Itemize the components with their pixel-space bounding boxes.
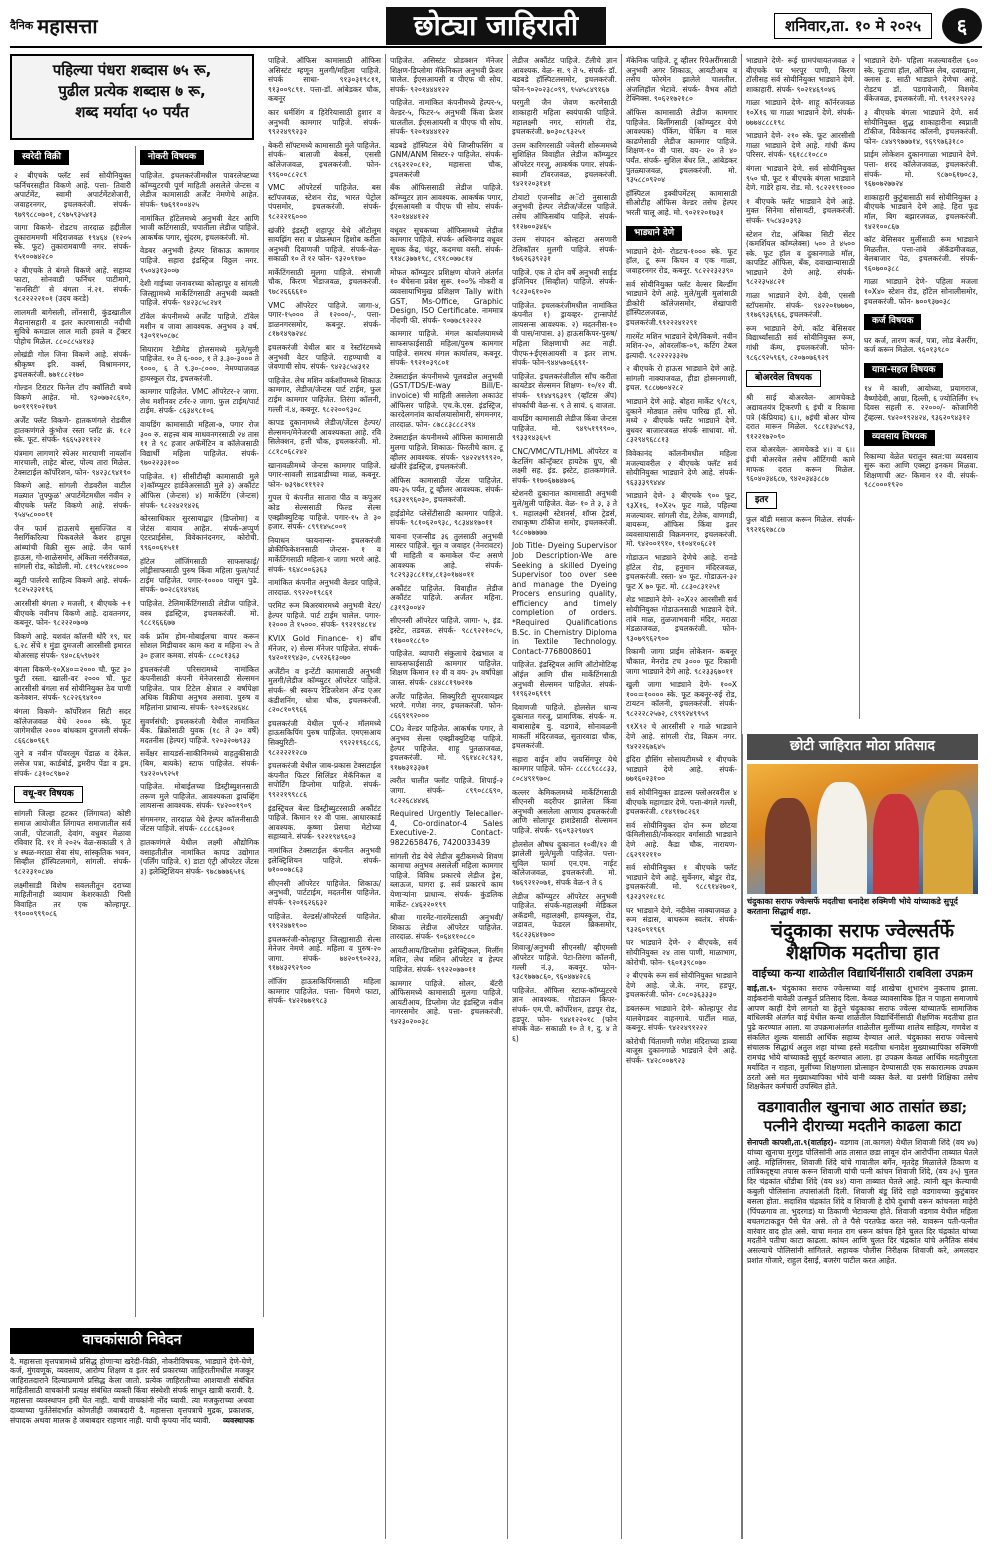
classified-ad: पाहिजे. एक ते दोन वर्षे अनुभवी साईड इंजिनियर (सिव्हील) पाहिजे. संपर्क- ९८२३०६१०२० — [512, 267, 617, 297]
category-label-itar: इतर — [746, 492, 777, 509]
ad-list — [14, 171, 131, 778]
classified-ad: CO₂ वेल्डर पाहिजेत. आकर्षक पगार, ते अनुभव सेल्स एक्झीक्युटिव्ह पाहिजे. हेल्पर पाहिजेत. शाहू पुतळाजवळ, इचलकरंजी. मो. ९६१४८२८९३१, ९१७७३१३३७१ — [390, 724, 503, 772]
classified-ad: अर्जेंटीन व इन्टेंटी कामासाठी अनुभवी मुलगी/लेडीज कॉम्प्युटर ऑपरेटर पाहिजे. संपर्क- श्री स्वरूप रेडिजरेशन ॲन्ड एअर कंडीशनिंग, धोत्रा चौक, इचलकरंजी. ८२०८१०९९६६ — [268, 666, 381, 715]
classified-ad: शेड भाड्याने देणे- २०X२२ आरसीसी सर्व सोयीनियुक्त गोडाऊनसाठी भाड्याने देणे. तांबे माळ, तुळजाभवानी मंदिर, मराठा मंडळाजवळ, इचलकरंजी. फोन- ९३०७९९६२९०० — [626, 595, 737, 643]
classified-ad: जैन फार्म हाऊसचे सुसज्जित व नैसर्गिकरित्या पिकवलेले केशर हापूस आंब्यांची विक्री सुरू आहे. जैन फार्म हाऊस, गो-शाळेसमोर, अंकिता नर्सरीजवळ, सांगली रोड, कोडोली. मो. ८१९८५१४८००० — [14, 523, 131, 572]
classified-ad: हाईडोमेट प्लेसेंटीसाठी कामगार पाहिजे. संपर्क- ९८१०६२०९३८, ९८३४४१७०११ — [390, 508, 503, 528]
news-headline-2: वडगावातील खुनाचा आठ तासांत छडा; पत्नीने दीराच्या मदतीने काढला काटा — [757, 1098, 968, 1136]
column-5 — [508, 54, 622, 1539]
classified-ad: बंगला विकणे-१०X४०=२००० चौ. फूट ३० फूटी रस्ता. खाली-वर २००० चौ. फूट आरसीसी बंगला सर्व सोयीनियुक्त ठेव पाणी कनेक्शन. संपर्क- ९८२२६९४१०० — [14, 664, 131, 703]
classified-ad: इंडस्ट्रियल बेल्ट डिस्ट्रीब्युटरसाठी अकौंटंट पाहिजे. किमान १२ वी पास. आधारकार्ड आवश्यक. कृष्णा प्रेसचा मेटोच्या सहाय्याने. संपर्क- ९२२१९४९६०३ — [268, 803, 381, 842]
ad-list — [390, 56, 503, 1027]
category-label: नोकरी विषयक — [140, 150, 204, 165]
classified-ad: घर भाड्याने देणे. नदीवेस नाक्याजवळ ३ रूम संडास, बाथरूम स्वतंत्र. संपर्क- ९३२६०९१९६९ — [626, 905, 737, 934]
feature-photo — [747, 764, 978, 894]
feature-subhead: वाईच्या कन्या शाळेतील विद्यार्थिनींसाठी राबविला उपक्रम — [752, 967, 973, 981]
rate-line-3: शब्द मर्यादा ५० पर्यंत — [75, 103, 189, 121]
classified-ad: वायडिंग कामासाठी लेडीज किंवा जेन्टस पाहिजेत. मो. ९४९५१९९९००, ९९३३१४३६५९ — [512, 414, 617, 443]
classified-ad: कार धर्मशिंग व हिरेरियासाठी हुशार व अनुभवी कामगार पाहिजे. संपर्क- ९९२२४९९२३२ — [268, 107, 381, 137]
classified-ad: वायडिंग कामासाठी महिला-७, पगार रोज ३०० रु. सहत्त्व बाब माधवनगरसाठी २४ तास ११ ते ९८ हजार अफॅर्मेटिन व कॉलेजसाठी विद्यार्थी महिला पाहिजेत. संपर्क- ९७०२२३३१०० — [140, 419, 259, 468]
classified-ad: २ बीएचके रो हाऊस भाड्याने देणे आहे. सांगली नाक्याजवळ, हीडा होस्मनगाशी, इचल. ९८८७७०४२८२ — [626, 364, 737, 393]
classified-ad: पाहिजेत. इचलकरंजीमधील नामांकित कंपनीत १) ड्रायव्हर- ट्रान्सपोर्ट लायसन्स आवश्यक. २) मदतनीस-१० वी पास/नापास. ३) हाऊसकिपर-पुरुष/महिला शिक्षणाची अट नाही. पीएफ+ईएसआयसी व इतर लाभ. संपर्क- फोन-९४४५७०६६९१- — [512, 300, 617, 368]
classified-ad: टॉवेल कंपनीमध्ये अर्जेंट पाहिजे. टॉवेल मशीन व जावा आवश्यक. अनुभव ३ वर्ष. ९३०९१५०८७८ — [140, 311, 259, 341]
classified-ad: भाड्याने देणे- रूई ग्रामपंचायतजवळ २ बीएचके घर भरपूर पाणी, किरण टॉलीसह सर्व सोयीनियुक्त भाड्याने देणे. शाकाहारी. संपर्क- ९०२१४६९०४६ — [746, 56, 855, 94]
classified-ad: २ बीएचके फ्लॅट सर्व सोयीनियुक्त फर्निचरसहीत विकणे आहे. पत्ता- तिवारी अपार्टमेंट, स्वामी अपार्टमेंटशेजारी, जवाहरनगर, इचलकरंजी. संपर्क- ९७९९८८०७०१, ८९७५९३५४१३ — [14, 171, 131, 219]
classified-ad: खुली जागा भाड्याने देणे- १००X १००=१०००० स्के. फूट कबनूर-रुई रोड, टायटन कॉलनी, इचलकरंजी. संपर्क- ९८२२२८२५७२, ८९९९२४९९५९ — [626, 680, 737, 718]
ad-list-a — [746, 56, 855, 362]
classified-ad: गाळा भाड्याने देणे- शाहू कॉर्नरजवळ १०X१६ चा गाळा भाड्याने देणे. संपर्क- ७७७४८८८१९८ — [746, 98, 855, 127]
classified-ad: सांगली रोड येथे लेडीज बुटीकमध्ये शिवण कामाचा अनुभव असलेली महिला कामगार पाहिजे. विविध प्रकारचे लेडीज ड्रेस, ब्लाऊज, घागरा इ. सर्व प्रकारचे काम येणाऱ्यांना प्राधान्य. संपर्क- कुंडलिक मार्केट- ८४६२२०१९९ — [390, 851, 503, 909]
classified-ad: इचलकरंजी येथील जाब-प्रकास टेक्सटाईल कंपनीत फिटर सिलिंडर मेकॅनिकल व सपोर्टिंग डिप्लोमा पाहिजे. संपर्क- ९९२२१९९८८६ — [268, 761, 381, 799]
classified-ad: २ बीएचके रूम सर्व सोयीनियुक्त भाड्याने देणे आहे. जे.के. नगर, हडपूर, इचलकरंजी. फोन- ८०८०३६३३३० — [626, 971, 737, 1000]
classified-ad: बेकरी सॉफ्टमध्ये कामासाठी मुले पाहिजेत. संपर्क- बालाजी बेकर्स, एससी कॉलेजजवळ, इचलकरंजी. फोन- ९९६००८८२८९ — [268, 140, 381, 179]
classified-ad: KVIX Gold Finance- १) ब्रॉंच मॅनेजर, २) सेल्स मॅनेजर पाहिजेत. संपर्क- ९४२०११९४३०, ८५१२६१३०७० — [268, 634, 381, 663]
classified-ad: भाड्याने देणे- २१० स्के. फूट आरसीसी गाळा भाड्याने देणे आहे. गांधी कॅम्प परिसर. संपर्क- ९६१८८१०८८० — [746, 131, 855, 160]
classified-ad: टेक्सटाईल कंपनीमध्ये पूलवडोल अनुभवी (GST/TDS/E-way Bill/E-invoice) ची माहिती असलेला अकाउंट ऑफिसर पाहिजे. एच.के.एस. इंडस्ट्रिज, कारदेलगनांव कार्यालयासोमारी, संगमनगर, तारदाळ. फोन- ८७८८३८८८२९४ — [390, 371, 503, 429]
classified-ad: पाहिजेत. व्यापारी संकुलाचे देखभाल व साफसफाईसाठी कामगार पाहिजेत. शिक्षण किमान १२ वी व वय- ३५ वर्षांपेक्षा जास्त. संपर्क- ८४४८८१९७२१७ — [390, 649, 503, 688]
classified-ad: इचलकरंजी-कोल्हापूर जिल्ह्यासाठी सेल्स मेनेजर नेमणे आहे. महिला व पुरुष-२० जागा. संपर्क- ७४२०९९०२२३, ९१७४३२९२९०० — [268, 934, 381, 973]
classified-ad: हॉटेल लॉजिंगसाठी साफसफाई/ लॉड्रीसाफसाठी पुरुष किंवा महिला फुल/पार्ट टाईम पाहिजेत. पगार-१०००० पासून पुढे. संपर्क- ७०२८६१४९४६ — [140, 556, 259, 595]
masthead-right — [682, 6, 982, 46]
classified-ad: वेडबर अनुभवी हेल्पर शिकाऊ कामगार पाहिजे. सहारा इंडस्ट्रिज विठ्ठल नगर. ९५०४३१३००७ — [140, 246, 259, 275]
classified-ad: मोफत कॉम्प्युटर प्रशिक्षण योजने अंतर्गत १० बॅचेसना प्रवेश सुरू. १००% नोकरी व व्यवसायाभिमुख प्रशिक्षण Tally with GST, Ms-Office, Graphic Design, ISO Certificate. नाममात्र नोंदणी फी. संपर्क- ९०७७८९२२२२ — [390, 267, 503, 325]
classified-ad: कॉट बेसिसवर मुलींसाठी रूम भाड्याने मिळतील. पत्ता-तांबे ॲकॅडमीजवळ, बेलबाजार पेठ, इचलकरंजी. संपर्क- ९६०७००३८८ — [864, 235, 978, 273]
classified-ad: उत्तम कारिगरसाठी ज्वेलरी शोरूममध्ये सुशिक्षित विवाहीत लेडीज कॉम्प्युटर ऑपरेटर गरजू, आकर्षक पगार. संपर्क- स्वामी टॉवरजवळ, इचलकरंजी. ९४२१२०३१४१ — [512, 140, 617, 189]
classified-ad: कोरोची चिंतामणी गणेश मंदिराच्या डाव्या बाजूस दुकानगाळे भाड्याने देणे आहे. संपर्क- ९४२८००७९२३ — [626, 1036, 737, 1065]
classified-ad: घर कर्ज, तारण कर्ज, पत्रा, लोड बेअरींग, कर्ज करून मिळेल. ९६०१३९८० — [864, 335, 978, 355]
classified-ad: विकणे आहे. यशवंत कॉलनी थोरै १९, घर ६.२८ सेंचे १ मुंडा दुमजली आरसीसी इमारत बोअरसह संपर्क- ९४०८६५९७२१ — [14, 631, 131, 660]
classified-ad: संगमनगर, तारदाळ येथे हेल्पर कॉलनीसाठी जेंटस पाहिजे. संपर्क- ८८८८६३००१ — [140, 814, 259, 834]
classified-ad: श्री साई बोअरवेल- आमचेकडे अद्यावतयंत्र ट्रिकरणी ६ इंची व रिकामा पत्रे (कॅप्रियाद) ६।।, ७इंची बोअर योग्य दरात मारून मिळेल. ९८८१३४५८९३, ९१२२१७२०९० — [746, 393, 855, 441]
notice-body — [10, 1354, 254, 1426]
classified-ad: कामगार पाहिजे. मंगल कार्यालयामध्ये साफसफाईसाठी महिला/पुरुष कामगार पाहिजे. समरथ मंगल कार्यालय, कबनूर. संपर्क- ९९२१०३९८०१ — [390, 329, 503, 368]
category-label-borewell: बोअरवेल विषयक — [746, 370, 821, 387]
classified-ad: खानावळीमध्ये जेन्टस कामगार पाहिजे. पगार-सावली साडवाडीच्या माळ, कबनूर. फोन- ७३९७८११९२२ — [268, 460, 381, 489]
classified-ad: सियाराम रेडीमेड होलसमध्ये मुले/मुली पाहिजेत. १० ते ६-०००, १ ते ३.३०-३००० ते ९०००, ६ ते ९.३०-८०००. नेमण्याजवळ हायस्कूल रोड, इचलकरंजी. — [140, 344, 259, 383]
classified-ad: ब्युटी पार्लरचे साहित्य विकणे आहे. संपर्क- ९८२५२३२१९६ — [14, 575, 131, 595]
ad-list — [512, 56, 617, 1043]
notice-title: वाचकांसाठी निवेदन — [10, 1328, 254, 1354]
classified-ad: नियाधन फायनान्स- इचलकरंजी ब्रोकीफिकेशनसाठी जेन्टस- १ व मार्केटिंगसाठी महिला-१ जागा भरणे आहे. संपर्क- ९६४८००६३६३ — [268, 535, 381, 574]
classified-ad: अर्जेंट फ्लॅट विकणे- हातकणंगले रोडवील हातकणंगले कुंभोज रस्ता प्लॉट क्रं. १८२ स्के. फूट. संपर्क- ९६६५३२११२२ — [14, 415, 131, 445]
classified-ad: पाहिजेत. इंडस्ट्रियल आणि ऑटोमोटिव्ह ऑईल आणि ग्रीस मार्केटिंगसाठी अनुभवी सेल्समन पाहिजेत. संपर्क- ९१९६२०६९९९ — [512, 660, 617, 699]
classified-ad: लोखंडी गोल जिना विकणे आहे. संपर्क-श्रीकृष्ण इरि. वर्क्स, विश्रामनगर, इचलकरंजी. ७७१८८२१७० — [14, 350, 131, 379]
category-label-vadhu-var: वधू-वर विषयक — [14, 786, 83, 803]
classified-ad: नामांकित टेक्सटाईल कंपनीत अनुभवी इलेक्ट्रिशियन पाहिजे. संपर्क- ७१०००७८६३ — [268, 845, 381, 875]
classified-ad: ३ बीएचके बंगला भाड्याने देणे. सर्व सोयीनियुक्त शुद्ध शाकाहारीना स्वप्नाती टॉकीज, विवेकानंद कॉलनी, इचलकरंजी. फोन- ८४४९९७७७१४, ९६९९७६३१८० — [864, 107, 978, 146]
masthead — [10, 6, 982, 48]
classified-ad: होलसेल औषध दुकानात १०वी/१२ वी झालेली मुले/मुली पाहिजेत. पत्ता-सुविल फार्मा एन.एम. नाईट कॉलेजजवळ, इचलकरंजी. मो. ९७६९२१२०७१, संपर्क वेळ-९ ते ६ — [512, 839, 617, 887]
classified-ad: भाड्याने देणे- पहिला मजल्यावरील ६०० स्के. फूटाचा हॉल, ऑफिस लेब, दवाखाना, क्लास इ. साठी भाड्याने देणेचा आहे. रोडटच डॉ. पडगावेजारी, विशमेव बँकेजवळ, इचलकरंजी. मो. ९९२१२९२२३ — [864, 56, 978, 104]
category-label-business: व्यवसाय विषयक — [864, 430, 935, 445]
classified-ad: घरगुती जैन जेवण करणेसाठी शाकाहारी महिला स्वयंपाकी पाहिजे. महालक्ष्मी नगर, सांगली रोड, इचलकरंजी. ७०३०८९३२५१ — [512, 98, 617, 137]
classified-ad: लालमती बागेसली, लोंनसारी, कुंडखातील मैदानासहारी व इतर कारणासाठी नदीची सुविधे कमडाल लाल माती हवले व ट्रॅक्टर पोहोच मिळेल. ८८०८८५४१४३ — [14, 307, 131, 346]
classified-ad: गाळा भाड्याने देणे. देवी, एससी स्टॉपसमोर. संपर्क- ९४२२०१७७७०, ९१७६९३६९६६, इचलकरंजी. — [746, 291, 855, 320]
classified-ad: जागा विकणे- रोडटच तारदाळ हद्दीतील तुकाराममणी मंदिराजवळ १९४६४ (१२०५ स्के. फूट) तुकारामवाणी नगर. संपर्क- ९५१००७४२८० — [14, 223, 131, 261]
classified-ad: ऑफिस कामासाठी जेंटस पाहिजेत. वय-३५ पर्यंत, टू व्हीलर आवश्यक. संपर्क- ९६३२१९६०३०, इचलकरंजी. — [390, 475, 503, 504]
classified-ad: पाहिजेत. १) सीसीटीव्ही कामासाठी मुले २)कॉम्प्युटर हार्डवेअरसाठी मुले ३) अकौंटंट ऑफिस (जेन्टस) ४) मार्केटिंग (जेन्टस) संपर्क- ९८२२४२१४२६ — [140, 471, 259, 510]
classified-ad: पाहिजेत. ऑफिस स्टाफ-कॉम्प्युटरचे ज्ञान आवश्यक. गोडाऊन किपर- संपर्क- एम.पी. कॉर्पोरेशन, हडपूर रोड, हडपूर. फोन- ९४४१२२०१८ (फोन संपर्क वेळ- सकाळी १० ते १, दु. ४ ते ६) — [512, 985, 617, 1043]
classified-ad: १ बीएचके फ्लॅट भाड्याने देणे आहे. मुक्त सिनेमा सोसायटी, इचलकरंजी. संपर्क- ९५८४३०३९३ — [746, 196, 855, 225]
classified-ad: VMC ऑपरेटर पाहिजे. जागा-४, पगार-१५००० ते १२०००/-, पत्ता- डाळनगरसमोर, कबनूर. संपर्क- ८१७१४९७२४८ — [268, 300, 381, 339]
feature-dateline: वाई,ता.९- — [747, 983, 777, 993]
category-label-bhade: भाड्याने देणे — [626, 226, 682, 241]
classified-ad: लक्ष्मीसाडी विशेष सवलतीतून दराच्या माहितीनाही व्यायाम केशरकाठी पिसी विवाहित तर एक कोल्हापूर. ९९०००९९९०८६ — [14, 880, 131, 919]
classified-ad: हातकणंगले येथील लक्ष्मी औद्योगिक वसाहतीतील नामांकित कापड उद्योगात (पर्लिंग पाहिजे. १) डाटा एंट्री ऑपरेटर जेंटस ३) इलेक्ट्रिशियन संपर्क- ९७८७७७६५१६ — [140, 838, 259, 876]
classified-ad: मार्केटिंगसाठी मुलगा पाहिजे. संभाजी चौक, किरण भेंडाजवळ, इचलकरंजी. ९७८२६६६६१० — [268, 267, 381, 297]
classified-ad: फुल बॉडी मसाज करून मिळेल. संपर्क- ९९२१६१७८८७ — [746, 515, 855, 534]
column-4 — [386, 54, 508, 1539]
classified-ad: भाड्याने देणे आहे. बोहरा मार्केट ९/१८९, दुकाने मोठ्यात तसेच पारिख हॉ. सो. मध्ये २ बीएचके फ्लॅट भाड्याने देणे. बुधवर बाजारजवळ संपर्क साधावा. मो. ८३२९४९६८८१३ — [626, 397, 737, 445]
classified-ad: आयटीआय/डिप्लोमा इलेक्ट्रिकल, मिलींग मशिन, लेथ मशिन ऑपरेटर व हेल्पर पाहिजेत. संपर्क- ९९२२०७७०११ — [390, 945, 503, 975]
classified-ad: Job Title- Dyeing Supervisor Job Description-We are Seeking a skilled Dyeing Supervisor too over see and manage the Dyeing Procers ensuring quality, efficiency and timely completion of orders. *Required Qualifications B.Sc. in Chemistry Diploma in Textile Technology. Contact-7768008601 — [512, 541, 617, 656]
classified-ad: डबलरूम भाड्याने देणे- कोल्हापूर रोड यालवेगडवर वाहनगावे. पार्टील माळ, कबनूर. संपर्क- ९४२२४९१२२२ — [626, 1003, 737, 1033]
classified-ad: विकणे आहे. सांगली रोडवरील वाटील मळ्यात 'तुफ्फुळ' अपार्टमेंटमधील नवीन २ बीएचके फ्लॅट विकणे आहे. संपर्क- ९५४५८०००९१ — [14, 481, 131, 520]
classified-ad: अर्जेंट पाहिजेत. सिक्युरिटी सुपरवायझर भरणे. गणेश नगर, इचलकरंजी. फोन- ८६६९१९२००० — [390, 691, 503, 720]
classified-ad: स्टेशनरी दुकानात कामासाठी अनुभवी मुले/मुली पाहिजेत. वेळ- १० ते ३, ३ ते ९. महालक्ष्मी स्टेशनर्स, शॉप्स ट्रेडर्स, राधाकृष्ण टॉकीज समोर, इचलकरंजी. ९८८०७७७७७ — [512, 489, 617, 537]
classified-ad: विवेकानंद कॉलनीमधील महिला मजल्यावरील २ बीएचके फ्लॅट सर्व सोयीनियुक्त भाड्याने देणे आहे. संपर्क- ९६३३३९९४४४ — [626, 449, 737, 487]
classified-ad: २ बीएचके ते बंगले विकणे आहे. सहाय्य फाटा, सोनवाडी फर्निचर पाटीमागे, 'सनसिटी' से बंगला नं.२१. संपर्क- ९८२२२२२१०१ (उदय करडे) — [14, 265, 131, 304]
classified-ad: सुवर्णसंधी: इचलकरंजी येथील नामांकित बँक. ब्रिक्रोसाठी युवक (१८ ते ३० वर्षे) मदतनीस (हेल्पर) पाहिजे. ९२०३२०७९३३ — [140, 716, 259, 745]
classified-ad: गाळा भाड्याने देणे- पहिला मजला १०X४० स्टेशन रोड, हॉटेल सोनालीसमोर, इचलकरंजी. फोन- ७००९३७०३८ — [864, 277, 978, 306]
feature-article — [742, 734, 982, 1539]
classified-ad: पाहिजे. ऑफिस कामासाठी ऑफिस असिस्टंट म्हणून मुलगी/महिला पाहिजे. संपर्क साधा- ९१३०३१९८११, ९१३००९८९१. पत्ता-डॉ. आंबेडकर चौक, कबनूर — [268, 56, 381, 104]
classified-ad: जुने व नवीन पॉवरलूम पेंडाळ व देकेल. लसेज पत्रा, कार्डबोर्ड, ड्रमरीप पेंडा व ड्रम. संपर्क- ८३१०८९७०२ — [14, 749, 131, 778]
classified-ad: पाहिजेत. इचलकरंजीतील साँच करीता कायटेडर सेल्समन शिक्षण- १०/१२ वी. संपर्क- ९१४४९६३१९ (व्हॉटस ॲप) संपर्काची वेळ-स. ९ ते सायं. ६ वाजता. — [512, 371, 617, 410]
classified-ad: पाहिजेत. असिस्टंट प्रोडक्शन मॅनेजर शिक्षण-डिप्लोमा मॅकेनिकल अनुभवी फ्रेशर चालेल. ईएसआयसी व पीएफ ची सोय. संपर्क- ९२०१४४४१२२ — [390, 56, 503, 94]
classified-ad: ९१X९२ चे आरसीसी २ गाळे भाड्याने देणे आहे. सांगली रोड, विक्रम नगर. ९४२२२६७६४५ — [626, 722, 737, 751]
classified-ad: परमिट रूम बिअरबारमध्ये अनुभवी वेटर/हेल्पर पाहिजे. पार्ट टाईम चालेल. पगार- १२००० ते १५०००. संपर्क- ९९२१९४८१४ — [268, 601, 381, 630]
classified-ad: पाहिजेत. वेल्डर्स/ऑपरेटर्स पाहिजेत. ९१९२४७१९०० — [268, 911, 381, 931]
category-label-loan: कर्ज विषयक — [864, 314, 921, 329]
daily-label: दैनिक — [10, 19, 34, 33]
classified-ad: कोरसाधिकार सुरसायाद्वार (डिप्लोमा) व जेटंस वायाव आहेत. संपर्क-अप्पुर्ण एंटरप्राईसेस, विवेकानंदनगर, कोरोची. ९९६००६१५११ — [140, 514, 259, 553]
classified-ad: गोल्डन टिराटर फिनेल टॉप क्वॉलिटी बच्चे विकणे आहेत. मो. ९३०७७२८६१०, ७०११९१०२१७९ — [14, 383, 131, 412]
classified-ad: बडबडे हॉस्पिटल येथे जिप्सीफसिंग व GNM/ANM सिस्टर-२ पाहिजेत. संपर्क- ८९६२१२०८१२, महासत्ता चौक, इचलकरंजी — [390, 140, 503, 179]
classified-ad: ऑफिस कामासाठी लेडीज कामगार पाहिजेत. बिलींगसाठी (कॉम्प्युटर येणे आवश्यक) पॅकिंग, चेकिंग व माल काढणेसाठी लेडीज कामगार पाहिजे. शिक्षण-१० वी पास. वय- २० ते ४० पर्यंत. संपर्क- सुशिल बेंधर लि., आंबेडकर पुतळ्याजवळ, इचलकरंजी. मो. ९३५८८०९२०४ — [626, 107, 737, 185]
classified-ad: प्राईम लोकेशन दुकानगाळा भाड्याने देणे. पत्ता- शरद कॉलेजजवळ, इचलकरंजी. संपर्क- मो. ९८७०६१७०८३, ९६७०७२७७२४ — [864, 150, 978, 189]
classified-ad: मॅकेनिक पाहिजे. टू व्हीलर रिपेअरींगसाठी अनुभवी अगर शिकाऊ, आयटीआय व तसेच फोरमेन झालेले चालतील. अंजलिहॉल भेटावे. संपर्क- वैभव ऑटो टेक्निक्स. ९०६२१७२१८० — [626, 56, 737, 104]
classified-ad: भाड्याने देणे- रोडटच-१००० स्के. फूट हॉल, टू रूम किचन व एक गाळा, जवाहरनगर रोड, कबनूर. ९८२२२३२३९० — [626, 246, 737, 275]
classified-ad: गुपल पे कंपनीत सातारा पीठ व कपुअर कोड सेल्ससाठी फिल्ड सेल्स एक्झीक्युटिव्ह पाहिजे. पगार-१५ ते ३० हजार. संपर्क- ८९९१४५८००१ — [268, 493, 381, 532]
ad-list-vadhu-var — [14, 809, 131, 919]
column-3 — [264, 54, 386, 1539]
classified-ad: अकौंटंट पाहिजेत. विवाहीत लेडीज अकौंटंट पाहिजे. अर्जंतर महिना. ८३१९३००४२ — [390, 583, 503, 612]
classified-ad: दिवाणजी पाहिजे. होलसेल धान्य दुकानात गरजू, प्रामाणिक. संपर्क- म. बाबासाहेब यु. वडगावे, सोनावळनी माकर्ती मंदिरजवळ, सुतारवाडा चौक, इचलकरंजी. — [512, 702, 617, 751]
classified-ad: गोडाऊन भाड्याने देणेचे आहे. रानडे हॉटेल रोड, हनुमान मंदिरजवळ, इचलकरंजी. रस्ता- ४० फूट. गोडाऊन-३२ फूट X ७० फूट. मो. ८८३०८३१२५१ — [626, 552, 737, 591]
classified-ad: वर्क फ्रॉम होम-मोबाईलचा वापर करून सोशल मिडीयावर काम करा व महिना २५ ते ३० हजार कमवा. संपर्क- ८८०८१३६३ — [140, 631, 259, 660]
classified-ad: देशी गाईच्या जनावरच्या कोल्हापूर व सांगली जिल्ह्यामध्ये मार्केटिंगसाठी अनुभवी व्यक्ती पाहिजे. संपर्क- ९४२३८५८२४१ — [140, 279, 259, 308]
feature-body-text: चंदुकाका सराफ ज्वेल्सच्या वाई शाखेचा शुभारंभ नुकताच झाला. वाईकरांनी यावेळी उत्स्फूर्त प्रतिसाद दिला. केवळ व्यावसायिक हित न पाहता समाजाचे आपण काही देणे लागतो या हेतूने चंदुकाका सराफ ज्वेल्स यांच्यातर्फे सामाजिक बांधिलकी अंतर्गत वाई येथील कन्या शाळेतील विद्यार्थिनींसाठी शैक्षणिक मदतीचा हात पुढे करण्यात आला. या उपक्रमाअंतर्गत शाळेतील मुलींच्या शालेय साहित्य, गणवेश व संकलित शुल्क यासाठी आर्थिक सहाय्य देण्यात आले. चंदुकाका सराफ ज्वेल्सचे संचालक सिद्धार्थ अतुल शहा यांच्या हस्ते मदतीचा धनादेश मुख्याध्यापिका रुक्मिणी रामचंद्र भोये यांच्याकडे सुपूर्द करण्यात आला. हा उपक्रम केवळ आर्थिक मदतीपुरता मर्यादित न राहता, मुलींच्या शिक्षणाला प्रोत्साहन देण्यासाठी एक सकारात्मक उपक्रम ठरतो असे मत मुख्याध्यापिका भोये यांनी व्यक्त केले. या प्रसंगी शिक्षिका तसेच शिक्षकेतर कर्मचारी उपस्थित होते. — [747, 983, 978, 1092]
classified-ad: नामांकित कंपनीत अनुभवी वेल्डर पाहिजे. तारदाळ. ९९२२०१९८६१ — [268, 578, 381, 597]
reader-notice — [10, 1328, 254, 1426]
classified-ad: आरसीसी बंगला २ मजली, १ बीएचके +१ बीएचके नवीनच विकणे आहे. दावतनगर, कबनूर. फोन- ९८२२२०७०७ — [14, 599, 131, 628]
classified-ad: सर्व सोयीनियुक्त १ बीएचके फ्लॅट भाड्याने देणे आहे. सुर्वेनगर, बोडुर रोड, इचलकरंजी. मो. ९८८९१४२७०१, ९३२३९२१८१८ — [626, 863, 737, 901]
classified-ad: रिकामी जागा प्राईम लोकेशन- कबनूर चौकात, मेनरोड टच ३००० फूट रिकामी जागा भाड्याने देणे आहे. ९८२३३६७०११ — [626, 647, 737, 676]
classified-ad: रिकाम्या वेळेत घरातून स्वत:चा व्यवसाय सुरू करा आणि एक्स्ट्रा इनकम मिळवा. शिक्षणाची अट- किमान १२ वी. संपर्क- ९८८०००१९२० — [864, 451, 978, 490]
classified-ad: शाकाहारी कुटुंबासाठी सर्व सोयीनियुक्त ३ बीएचके भाड्याने देणे आहे. हिरा फूड मॉल, बिग बझारजवळ, इचलकरंजी. ९४२१००८६७ — [864, 192, 978, 231]
ad-list-c — [746, 515, 855, 534]
classified-ad: शिवाजू/अनुभवी सीएनसी/ व्हीएमसी ऑपरेटर पाहिजे. पेटा-तिरंगा कॉलनी, गल्ली नं.३, कबनूर. फोन- ९३८१७७७८६०, ९६०४७४२८६ — [512, 943, 617, 982]
classified-ad: सांगली जिल्हा हटकर (लिंगायत) कोष्टी समाज आयोजीत लिंगायत समाजातील सर्व जाती, पोटजाती, देवांग, वधुवर मेळावा रविवार दि. ११ मे २०२५ वेळ-सकाळी ९ ते ४ स्थळ-मराठा सेवा संघ, सांस्कृतिक भवन, सिव्हील हॉस्पिटलमागे, सांगली. संपर्क- ९८२२३१०८४७ — [14, 809, 131, 876]
classified-ad: सीएनसी ऑपरेटर पाहिजेत. शिकाऊ/अनुभवी, पार्टटाईम, मदतनीस पाहिजेत. संपर्क- ९२०१६२६६३२ — [268, 878, 381, 907]
ad-list — [864, 56, 978, 306]
classified-ad: उत्तम संपादन कोल्हटा असणारी टेलिकॉलर मुलगी पाहिजे. संपर्क- ९७६२६३९२३१ — [512, 235, 617, 264]
classified-ad: लेडीज अकौंटंट पाहिजे. टॅलीचे ज्ञान आवश्यक. वेळ- स. ९ ते ५. संपर्क- डॉ. बडबडे हॉस्पिटलसमोर, इचलकरंजी. फोन-९०२०२३८०९९, ९५४५८४९१६७ — [512, 56, 617, 94]
ad-list-travel — [864, 384, 978, 422]
column-2 — [136, 146, 264, 1317]
classified-ad: स्टेशन रोड, अंबिका सिटी सेंटर (कमर्शियल कॉम्प्लेक्स) ५०० ते ४५०० स्के. फूट हॉल व दुकानगाळे मॉल, कापडिट ऑफिस, बँक, दवाखान्यासाठी भाड्याने देणे आहे. संपर्क- ९८२२३५४८२१ — [746, 229, 855, 287]
masthead-left — [10, 6, 310, 46]
classified-ad: Required Urgently Telecaller- 4, Co-ordinator-4 Sales Executive-2. Contact-9822658476, 7420033439 — [390, 809, 503, 847]
classified-ad: त्वरीत चालीत फ्लॉट पाहिजे. शिपाई-२ जागा. संपर्क- ८९९०८८६९०, ९८२२६८४४४६ — [390, 776, 503, 805]
classified-ad: बंगला भाड्याने देणे. सर्व सोयीनियुक्त ९५० चौ. फूट १ बीएचके बंगला भाड्याने देणे. गाडेरे हाय. रोड. मो. ९८२२१९१००० — [746, 163, 855, 193]
classified-ad: १४ मे काशी, आयोध्या, प्रयागराज, वैष्णोदेवी, आग्रा, दिल्ली, ६ ज्योतिर्लिंग १५ दिवस सहली रु. २२०००/- कोजागिरी ट्रॅव्हल्स. ९४२०१९२४२४, ९३६२०९४३१२ — [864, 383, 978, 422]
ad-list-business — [864, 452, 978, 490]
classified-ad: पाहिजेत. नामांकित कंपनीमध्ये हेल्पर-५, वेल्डर-५, फिटर-५ अनुभवी किंवा फ्रेशर चालतील. ईएसआयसी व पीएफ ची सोय. संपर्क- ९२०१४४४१२२ — [390, 98, 503, 137]
ad-list-b — [626, 247, 737, 1066]
news-dateline-2: सेनापती कापशी,ता.९(वार्ताहर)- — [747, 1137, 837, 1147]
classified-ad: कापड दुकानामध्ये लेडीज/जेंटस हेल्पर/सेल्समन/मेनेजरची आवश्यकता आहे. रवि सिलेक्शन, हत्ती चौक, इचलकरंजी. मो. ८८१८०६८२४२ — [268, 418, 381, 456]
section-title: छोट्या जाहिराती — [386, 7, 606, 45]
column-1 — [10, 146, 136, 1317]
classified-ad: पाहिजेत. इचलकरंजीमधील पावरलेफ्टच्या कॉम्प्युटरची पूर्ण माहिती असलेले जेन्टस व लेडीज कामासाठी अर्जेंट नेमणेचे आहेत. संपर्क- ९७६९१००४२५ — [140, 171, 259, 210]
classified-ad: सहारा वाईन शॉप जयसिंगपूर येथे कामगार पाहिजे. फोन- ८८८८९८८८३३, ८०८४९१९७०८ — [512, 754, 617, 783]
classified-ad: हॉस्पिटल इक्वीपमेंटस् कामासाठी सीओटीह ऑफिस वेल्डर तसेच हेल्पर भरती चालू आहे. मो. ९०२१२०१७३१ — [626, 188, 737, 217]
column-6 — [622, 54, 742, 1539]
ad-list — [140, 171, 259, 876]
classified-ad: नामांकित हॉटेलमध्ये अनुभवी वेटर आणि भाजी कटिंगसाठी, चपातीला लेडीज पाहिजे. आकर्षक पगार, सुंदरम, इचलकरंजी. मो. — [140, 213, 259, 242]
rate-line-1: पहिल्या पंधरा शब्दास ७५ रू, — [52, 61, 212, 79]
notice-text: दै. महासत्ता वृत्तपत्रामध्ये प्रसिद्ध होणाऱ्या खरेदी-विक्री, नोकरीविषयक, भाड्याने देणे-घेणे, कर्ज, मुंगवणूक, व्यवसाय, आरोग्य शिक्षण व इतर सर्व प्रकारच्या जाहिरातीमधील मजकूर जाहिरातदाराने दिल्याप्रमाणे प्रसिद्ध केला जातो. प्रत्येक जाहिरातीच्या आशयाशी संबंधित माहितीसाठी वाचकांनी प्रत्यक्ष संबंधित व्यक्ती किंवा संस्थेशी संपर्क साधून खात्री करावी. दै. महासत्ता व्यवस्थापन हमी घेत नाही. याची वाचकांनी नोंद घ्यावी. त्या मजकुराच्या अथवा दाव्याच्या पुर्ततेसंदर्भात कोणतीही जबाबदारी दै. महासत्ता वृत्तपत्राचे मुद्रक, प्रकाशक, संपादक अथवा मालक हे जबाबदार राहणार नाही. याची कृपया नोंद घ्यावी. — [10, 1356, 254, 1425]
classified-ad: पाहिजेत. मोबाईलच्या डिस्ट्रीब्युशनसाठी तरूण मुले पाहिजेत. आवश्यकता ड्रायव्हिंग लायसन्स आवश्यक. संपर्क- ९४२००१९०९ — [140, 782, 259, 811]
classified-ad: कामगार पाहिजे. सोलर, बॅटरी ऑफिसमध्ये कामासाठी मुलगा पाहिजे. आयटीआय, डिप्लोमा जेट इंडस्ट्रिज नवीन नागरसमोर आहे. पत्ता- इचलकरंजी. ९४२३०२००३८ — [390, 978, 503, 1027]
classified-ad: चावना एजन्सीड ३६ तुलसाठी अनुभवी मास्टर पाहिजे. सूत व जवाहर (नेनरावटर) ची माहिती व कमाकेल पॅन्ट असणे आवश्यक आहे. संपर्क- ९८२९३३८८११४,८१३०१७४०११ — [390, 531, 503, 580]
classified-ad: कल्लर केमिकलमध्ये मार्केटिंगसाठी सीएनसी वदरीपर झालेला किंवा अनुभवी असलेला आणाय इचलकरंजी आणि सोलापूर हाशडेसाठी सेल्समन पाहिजे. संपर्क- ९६०९३२९७४९ — [512, 787, 617, 835]
feature-banner: छोटी जाहिरात मोठा प्रतिसाद — [747, 734, 978, 760]
photo-caption: चंदुकाका सराफ ज्वेल्सर्फे मदतीचा धनादेश रुक्मिणी भोये यांच्याकडे सुपूर्द करताना सिद्धार्थ शहा. — [747, 896, 958, 916]
ad-list-b — [746, 393, 855, 483]
news-body-2-text: वडगाव (ता.कागल) येथील शिवाजी शिंदे (वय ४७) यांच्या खुनाचा मुरगुड पोलिसांनी आठ तासात छडा लावून दोन आरोपींना ताब्यात घेतले आहे. महिलिंगसर, शिवाजी शिंदे यांचे गावातील बर्गेन, मृतदेह मिळालेले ठिकाण व तांत्रिकदृष्ट्या तपास करून शिवाजी यांची पत्नी कांचन शिवाजी शिंदे, (वय ३५) चुलत दिर चंद्रकांत धोंडीबा शिंदे (वय ४४) याना ताब्यात घेतले आहे. त्यांनी खून केल्याची कबुली पोलिसांना तपासांअंती दिली. शिवाजी बंडू शिंदे राहो वडगावच्या कुटुंबावर बसला होता. सदाशिव चंद्रकांत शिंदे व शिवाजी हे दोघे दुधाची वरून कांचनला माहेरी (पिंपळगाव ता. भुदरगड) या ठिकाणी भेटावल्या होते. शिवाजी वडगाव येथील महिला बचतगटाकडून पैसे घेत असे. तो ते पैसे परतफेड करत नसे. यावरून पती-पत्नीत वारंवार वाद होत असे. याचा मनात राग धरून कांचन हिने चुलत दिर चंद्रकांत यांच्या मदतीने पतीचा काटा काढला. कांचन आणि चुलत दिर चंद्रकांत यांचे अनैतिक संबंध असल्याचे पोलिसांनी सांगितले. सहायक पोलीस निरीक्षक शिवाजी करे, अमलदार प्रशांत गोजारे, राहुल देसाई, बजरंग पाटील करत आहेत. — [747, 1137, 978, 1266]
classified-ad: पाहिजेत. लेथ मशिन वर्कशॉपमध्ये शिकाऊ कामगार, लेडीज/जेन्टस पार्ट टाईम, फुल टाईम कामगार पाहिजेत. तिरंगा कॉलनी, गल्ली नं.४, कबनूर. ९८२२००९३०८ — [268, 375, 381, 414]
classified-ad: गारमेंट मशिन भाड्याने देणे/विकणे. नवीन मशिन-२०, ओवरलॉक-०९, कटिंग टेबल इत्यादी. ९८२२२२३३२७ — [626, 331, 737, 360]
classified-ad: घर भाड्याने देणे- २ बीएचके, सर्व सोयीनियुक्त २४ तास पाणी, माळाभाग, कोरोची. फोन- ९६०१३९८०७० — [626, 938, 737, 967]
notice-signoff: व्यवस्थापक — [223, 1415, 254, 1425]
classified-ad: सर्व सोयीनियुक्त डाडल्स फ्लोअरवरील ४ बीएचके महागडार देणे. पत्ता-बंगले गल्ली, इचलकरंजी. ८१४९१७८२६१ — [626, 788, 737, 817]
category-label: स्वरेदी विक्री — [14, 150, 69, 165]
category-label-travel: यात्रा-सहल विषयक — [864, 363, 943, 378]
masthead-center — [310, 6, 682, 46]
classified-ad: टेक्सटाईल कंपनीमध्ये ऑफिस कामासाठी मुलगा पाहिजे. शिकाऊ- फिरतीचे काम. टू व्हीलर आवश्यक. संपर्क- ९४२२४९९९२०, खंजीरे इंडस्ट्रिज, इचलकरंजी. — [390, 433, 503, 472]
classified-ad: लेडीज कॉम्प्युटर ऑपरेटर अनुभवी पाहिजेत. संपर्क-महालक्ष्मी मेडिकल अकॅडमी, महालक्ष्मी, हायस्कूल, रोड, जडावत, फेडरल ब्रिकसमोर, ९६८२३६४१७०० — [512, 891, 617, 939]
rate-line-2: पुढील प्रत्येक शब्दास ७ रू, — [58, 82, 206, 100]
classified-ad: राज बोअरवेल- आमचेकडे ४।। व ६।। इंची बोअरवेल तसेच ऑटिंगची कामे माफक दरात करून मिळेल. ९६०४०३४६८७, ९४२०३४३८८७ — [746, 445, 855, 484]
classified-ad: यंत्रमाग लागणारे स्पेअर मारचाणी नायलॉन मारचाली, ताहेट बोल्ट, पोल्व तारा मिळेल. टेक्सटाईल कॉर्पोरेशन, फोन- ९४२३८९४१९० — [14, 448, 131, 477]
column-8 — [860, 54, 982, 719]
ad-list-a — [626, 56, 737, 218]
feature-headline: चंदुकाका सराफ ज्वेल्सर्तर्फे शैक्षणिक मदतीचा हात — [770, 919, 955, 965]
classified-ad: इंदिरा हौसिंग सोसायटीमध्ये १ बीएचके भाड्याने देणे आहे. संपर्क- ७७१६०२३१०० — [626, 755, 737, 784]
classified-ad: खंजीरे इंडस्ट्री शहापूर येथे ऑटोलूम सायझिंग सरा व प्रोफ्रस्थान हिशोब करीता अनुभवी दिवाणजी पाहिजे. संपर्क-वेळ-सकाळी १० ते १२ फोन- ९३२०९१७० — [268, 225, 381, 264]
classified-ad: लॉजिंग हाऊसकिपिंगसाठी महिला कामगार पाहिजेत. पत्ता- चिमणे फाटा, संपर्क- ९४२२७७१९८३ — [268, 977, 381, 1006]
classified-ad: CNC/VMC/VTL/HML ऑपरेटर व केटलिंग कॉन्ट्रॅक्टर हायटेक ग्रुप, श्री लक्ष्मी सह. इंड. इस्टेट, हातकणंगले. संपर्क- ९१७०६७७४७०६ — [512, 446, 617, 485]
classified-ad: कामगार पाहिजेत. VMC ऑपरेटर-२ जागा. लेथ मशीनवर टर्नर-२ जागा. फुल टाईम/पार्ट टाईम. संपर्क- ८६३४९८१०६ — [140, 387, 259, 416]
classified-ad: पाहिजेत. टेलिमार्केटिंगसाठी लेडीज पाहिजे. वस्त्र इंडस्ट्रिज, इचलकरंजी. मो. ९८८१६६६७७ — [140, 599, 259, 628]
feature-body — [747, 984, 978, 1092]
page-number: ६ — [942, 8, 982, 44]
classified-ad: सर्व सोयीनियुक्त फ्लॅट वेल्सर बिल्डींग भाड्याने देणे आहे. मुले/मुली मुलांसाठी डीकोरी कॉलेजसमोर, शेखापारी हॉस्पिटलजवळ, इचलकरंजी.९९२२२४१२९१ — [626, 279, 737, 327]
classified-ad: रूम भाड्याने देणे. कॉट बेसिसवर विद्यार्थ्यांसाठी सर्व सोयीनियुक्त रूम, गांधी कॅम्प, इचलकरंजी. फोन- ९८६८९२५९६९, ८२०७०७६९२९ — [746, 323, 855, 362]
classified-ad: इचलकरंजी येथील पूर्ण-२ मॉलमध्ये हाऊसकिपिंग पुरुष पाहिजेत. एमएसआय सिक्युरिटी- ९९२२१९६८८६, ९८२२२२१२८७ — [268, 718, 381, 757]
classified-ad: इचलकरंजी परिसरामध्ये नामांकित कंपनीसाठी कंपनी मेनेजरसाठी सेल्समन पाहिजेत. पात्र टिटेल क्षेत्रात २ वर्षापेक्षा अधिक विक्रीचा अनुभव असावा. पुरुष व महिलांना प्राधान्य. संपर्क- ९२०१६२४६४८ — [140, 664, 259, 712]
classified-ad: सीएनसी ऑपरेटर पाहिजे. जागा- ५, इंड. इस्टेट, तडवळ. संपर्क- ९८८९२२१०८५, ९१७००१८८९० — [390, 616, 503, 645]
news-body-2 — [747, 1138, 978, 1266]
classified-ad: बंगला विकणे- कॉर्पोरेशन सिटी सदर कॉलेजजवळ येथे २००० स्के. फूट जागेमधील २००० बांधकाम दुमजली संपर्क- ८६६८७०९६९ — [14, 706, 131, 745]
newspaper-brand: महासत्ता — [37, 13, 98, 38]
classified-ad: वधूवर सूचकच्या ऑफिसमध्ये लेडीज कामगार पाहिजे. संपर्क- अश्विनगड वधूवर सूचक केंद्र, चंदूर, कदमचा वस्ती. संपर्क- ९१४८३७७१९८, ८९१८०७७८१४ — [390, 225, 503, 264]
classified-ad: श्रीजा गारमेंट-गारमेंटसाठी अनुभवी/शिकाऊ लेडीज ऑपरेटर पाहिजेत. तारदाळ. संपर्क- ९०६४११०८८० — [390, 913, 503, 942]
classified-ad: VMC ऑपरेटर्स पाहिजेत. बस स्टॉपजवळ, स्टेशन रोड, भारत पेट्रोल पंपसमोर, इचलकरंजी. संपर्क- ९८२२२१६००० — [268, 183, 381, 221]
ad-list — [268, 56, 381, 1006]
ad-list-loan — [864, 336, 978, 355]
classified-ad: इचलकरंजी येथील बार व रेस्टॉरंटमध्ये अनुभवी वेटर पाहिजे. राहण्याची व जेवणाची सोय. संपर्क- ९४२३८५४३१२ — [268, 343, 381, 372]
classified-ad: टोयाटो एजन्सीड अॅटो नुसासाठी अनुभवी हेल्पर लेडीज/जेंटस पाहिजे. तसेच ऑफिसबॉय पाहिजे. संपर्क- ९१२७००३४६५ — [512, 192, 617, 231]
classified-ad: बँक ऑफिससाठी लेडीज पाहिजे. कॉम्प्युटर ज्ञान आवश्यक. आकर्षक पगार, ईएसआयसी व पीएफ ची सोय. संपर्क- ९२०१४४४१२२ — [390, 183, 503, 221]
classified-ad: भाड्याने देणे- ३ बीएचके ९०० फूट, ९३X१६, १०X२५ फूट गाळे, पहिल्या मजल्यावर. सांगली रोड, टेलेक, वाणगडी, बायरूम, ऑफिस किंवा इतर व्यवसायासाठी विक्रमनगर, इचलकरंजी. मो. ९४२००१९१०, ९१०४१०६८२१ — [626, 491, 737, 549]
column-7 — [742, 54, 860, 719]
issue-date: शनिवार,ता. १० मे २०२५ — [774, 13, 932, 40]
classified-ad: सर्व सोयीनियुक्त दोन रूम छोटया फॅमिलीसाठी/नोकरदार वर्गासाठी भाड्याने देणे आहे. कैडा चौक, नारायण- ८६२९१२११० — [626, 820, 737, 859]
classified-ad: सर्वेक्षर सायडर्स-साकीनिमध्ये वाहतुकीसाठी (बिम, बायके) स्टाफ पाहिजेत. संपर्क- ९४२२०५९२५१ — [140, 749, 259, 778]
